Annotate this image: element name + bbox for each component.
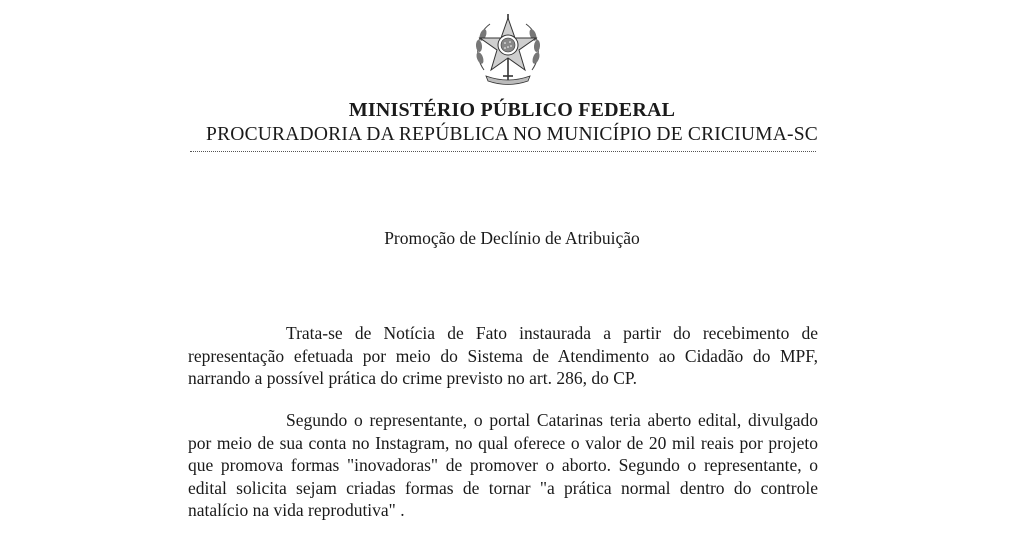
paragraph-1: Trata-se de Notícia de Fato instaurada a partir do recebimento de representação efetuada por meio do Sistema de Atendimento ao Cidadão do MPF, narrando a possível prática do crime previsto no art. 286, do CP.	[188, 323, 818, 388]
header-divider	[190, 151, 816, 152]
paragraph-2: Segundo o representante, o portal Catarinas teria aberto edital, divulgado por meio de sua conta no Instagram, no qual oferece o valor de 20 mil reais por projeto que promova formas "inovadoras" de promover o aborto. Segundo o representante, o edital solicita sejam criadas formas de tornar "a prática normal dentro do controle natalício na vida reprodutiva" .	[188, 410, 818, 520]
organization-title: MINISTÉRIO PÚBLICO FEDERAL	[348, 99, 676, 121]
document-title: Promoção de Declínio de Atribuição	[384, 228, 640, 248]
office-subtitle: PROCURADORIA DA REPÚBLICA NO MUNICÍPIO DE CRICIUMA-SC	[206, 124, 818, 145]
coat-of-arms-icon	[470, 12, 546, 86]
